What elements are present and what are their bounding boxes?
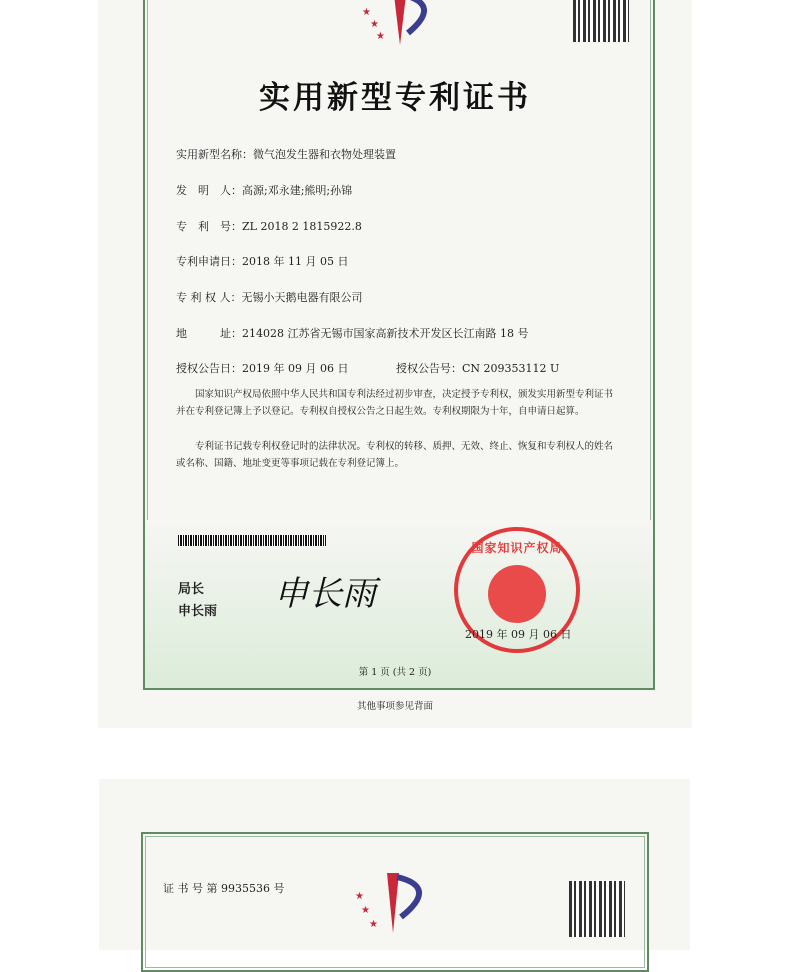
patent-office-logo-icon <box>349 873 439 933</box>
svg-text:★: ★ <box>370 19 379 30</box>
svg-text:★: ★ <box>369 919 378 930</box>
svg-text:★: ★ <box>361 905 370 916</box>
svg-text:★: ★ <box>376 31 385 42</box>
signer-title: 局长 <box>178 582 205 597</box>
field-row: 授权公告号：CN 209353112 U <box>396 362 560 375</box>
signature: 申长雨 <box>274 574 376 614</box>
footer-note: 其他事项参见背面 <box>356 701 433 712</box>
qr-code <box>569 881 625 937</box>
field-row: 发 明 人：高源;邓永建;熊明;孙锦 <box>176 184 353 197</box>
signer-name: 申长雨 <box>178 604 218 619</box>
national-emblem-icon <box>488 565 546 623</box>
field-row: 地 址：214028 江苏省无锡市国家高新技术开发区长江南路 18 号 <box>176 327 529 340</box>
qr-code <box>573 0 629 42</box>
svg-text:★: ★ <box>362 7 371 18</box>
svg-text:★: ★ <box>355 891 364 902</box>
paragraph: 专利证书记载专利权登记时的法律状况。专利权的转移、质押、无效、终止、恢复和专利权人的姓名或名称、国籍、地址变更等事项记载在专利登记簿上。 <box>176 441 614 469</box>
field-row: 授权公告日：2019 年 09 月 06 日 <box>176 362 349 375</box>
certificate-page-1 <box>98 0 692 728</box>
field-row: 专 利 号：ZL 2018 2 1815922.8 <box>176 220 362 233</box>
field-row: 实用新型名称：微气泡发生器和衣物处理装置 <box>176 148 396 161</box>
barcode <box>178 535 326 546</box>
certificate-page-2 <box>99 779 690 950</box>
page-number: 第 1 页 (共 2 页) <box>358 667 432 678</box>
paragraph: 国家知识产权局依照中华人民共和国专利法经过初步审查，决定授予专利权，颁发实用新型专利证书并在专利登记簿上予以登记。专利权自授权公告之日起生效。专利权期限为十年，自申请日起算。 <box>176 389 614 417</box>
certificate-title: 实用新型专利证书 <box>259 80 531 116</box>
field-row: 专 利 权 人：无锡小天鹅电器有限公司 <box>176 291 363 304</box>
seal-date: 2019 年 09 月 06 日 <box>465 628 572 641</box>
field-row: 专利申请日：2018 年 11 月 05 日 <box>176 255 349 268</box>
seal-text: 国家知识产权局 <box>471 541 563 555</box>
certificate-number: 证 书 号 第 9935536 号 <box>163 882 285 895</box>
patent-office-logo-icon <box>356 0 446 50</box>
